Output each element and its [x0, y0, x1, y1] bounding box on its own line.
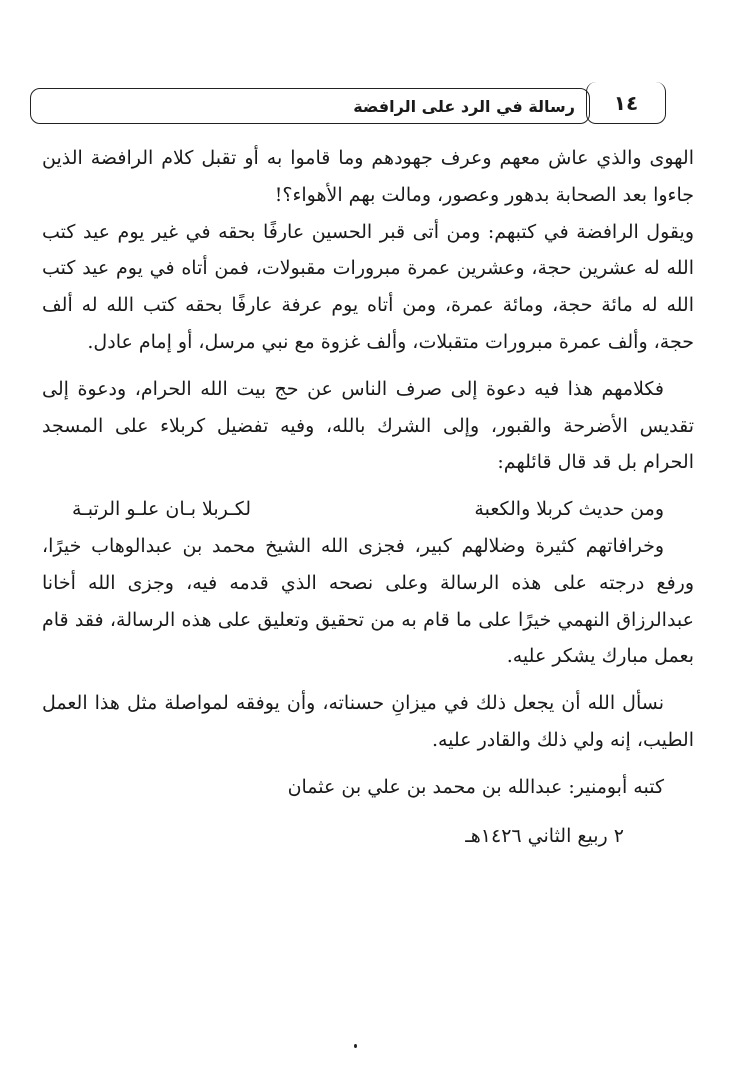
page-number-tab — [586, 82, 666, 124]
header-title-frame — [30, 88, 590, 124]
paragraph-2: ويقول الرافضة في كتبهم: ومن أتى قبر الحسين عارفًا بحقه في غير يوم عيد كتب الله له عشرين حجة، وعشرين عمرة مبرورات مقبولات، فمن أتاه في يوم عيد كتب الله له مائة حجة، ومائة عمرة، ومن أتاه يوم عرفة عارفًا بحقه كتب الله له ألف حجة، وألف عمرة مبرورات متقبلات، وألف غزوة مع نبي مرسل، أو إمام عادل. — [42, 220, 694, 353]
date-line: ٢ ربيع الثاني ١٤٢٦هـ — [465, 824, 624, 847]
stray-mark — [354, 1044, 357, 1048]
paragraph-5: نسأل الله أن يجعل ذلك في ميزانِ حسناته، وأن يوفقه لمواصلة مثل هذا العمل الطيب، إنه ولي ذلك والقادر عليه. — [42, 692, 694, 751]
signature: كتبه أبومنير: عبدالله بن محمد بن علي بن عثمان — [287, 775, 664, 798]
paragraph-4: وخرافاتهم كثيرة وضلالهم كبير، فجزى الله الشيخ محمد بن عبدالوهاب خيرًا، ورفع درجته على هذه الرسالة وعلى نصحه الذي قدمه فيه، وجزى الله أخانا عبدالرزاق النهمي خيرًا على ما قام به من تحقيق وتعليق على هذه الرسالة، فقد قام بعمل مبارك يشكر عليه. — [42, 534, 694, 668]
page-body — [42, 140, 694, 854]
poem-second-hemistich: لكـربلا بـان علـو الرتبـة — [72, 498, 252, 521]
paragraph-3: فكلامهم هذا فيه دعوة إلى صرف الناس عن حج بيت الله الحرام، ودعوة إلى تقديس الأضرحة والقبور، وإلى الشرك بالله، وفيه تفضيل كربلاء على المسجد الحرام بل قد قال قائلهم: — [42, 377, 694, 474]
paragraph-1: الهوى والذي عاش معهم وعرف جهودهم وما قاموا به أو تقبل كلام الرافضة الذين جاءوا بعد الصحابة بدهور وعصور، ومالت بهم الأهواء؟! — [42, 147, 694, 206]
header-title: رسالة في الرد على الرافضة — [353, 96, 575, 116]
poem-verse — [42, 491, 694, 528]
poem-first-hemistich: ومن حديث كربلا والكعبة — [474, 498, 664, 521]
running-header — [30, 88, 666, 128]
page-number: ١٤ — [613, 90, 639, 115]
